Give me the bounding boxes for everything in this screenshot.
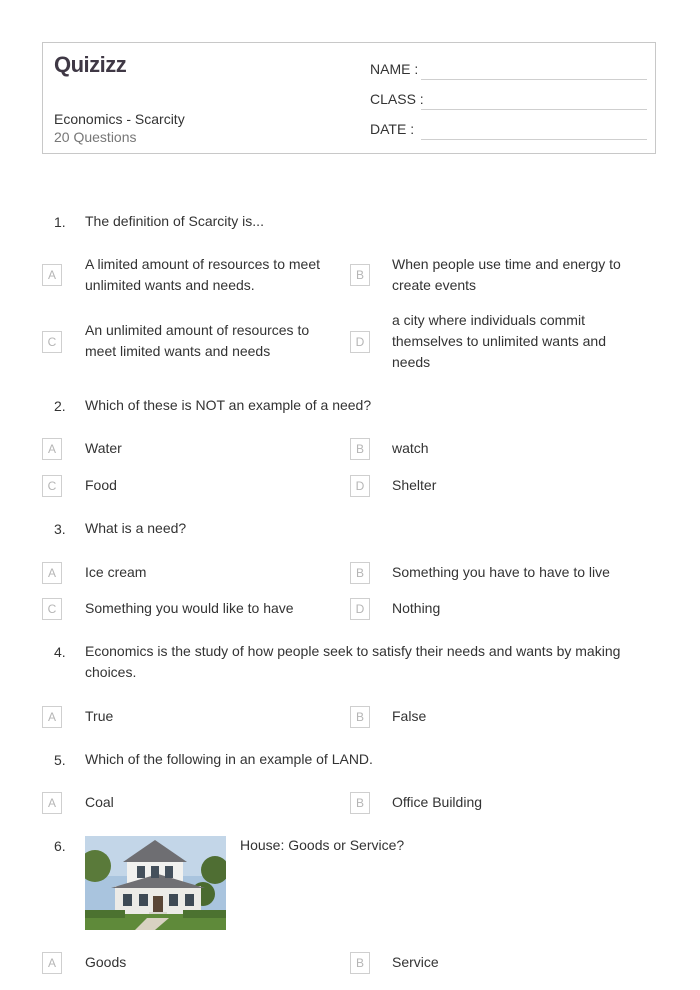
date-label: DATE : xyxy=(370,121,415,137)
option-text: Service xyxy=(392,954,439,970)
question-text: Which of these is NOT an example of a need? xyxy=(85,397,372,413)
question-number: 1. xyxy=(54,214,66,230)
worksheet-header xyxy=(42,42,656,154)
option-letter-box[interactable]: D xyxy=(350,598,370,620)
option-letter-box[interactable]: B xyxy=(350,952,370,974)
name-line[interactable] xyxy=(421,79,647,80)
option-text: Office Building xyxy=(392,794,483,810)
option-letter-box[interactable]: D xyxy=(350,475,370,497)
option-letter-box[interactable]: A xyxy=(42,562,62,584)
option-text: Food xyxy=(85,477,117,493)
class-line[interactable] xyxy=(421,109,647,110)
option-letter-box[interactable]: A xyxy=(42,952,62,974)
option-text: True xyxy=(85,708,114,724)
option-letter-box[interactable]: B xyxy=(350,792,370,814)
option-letter-box[interactable]: A xyxy=(42,264,62,286)
option-letter-box[interactable]: A xyxy=(42,438,62,460)
class-label: CLASS : xyxy=(370,91,424,107)
option-text: Coal xyxy=(85,794,114,810)
option-text: An unlimited amount of resources to meet limited wants and needs xyxy=(85,322,310,359)
name-label: NAME : xyxy=(370,61,419,77)
option-letter-box[interactable]: B xyxy=(350,438,370,460)
option-letter-box[interactable]: C xyxy=(42,475,62,497)
option-text: watch xyxy=(392,440,429,456)
option-letter-box[interactable]: B xyxy=(350,562,370,584)
question-text: Economics is the study of how people seek to satisfy their needs and wants by making choices. xyxy=(85,643,621,680)
question-number: 3. xyxy=(54,521,66,537)
house-photo xyxy=(85,836,226,930)
question-count: 20 Questions xyxy=(54,129,137,145)
question-text: House: Goods or Service? xyxy=(240,837,405,853)
option-text: Something you have to have to live xyxy=(392,564,610,580)
question-number: 2. xyxy=(54,398,66,414)
option-text: Ice cream xyxy=(85,564,147,580)
option-text: a city where individuals commit themselves to unlimited wants and needs xyxy=(392,312,606,370)
option-text: False xyxy=(392,708,427,724)
question-text: Which of the following in an example of LAND. xyxy=(85,751,373,767)
date-line[interactable] xyxy=(421,139,647,140)
option-text: A limited amount of resources to meet unlimited wants and needs. xyxy=(85,256,320,293)
option-text: Something you would like to have xyxy=(85,600,294,616)
question-text: What is a need? xyxy=(85,520,187,536)
option-letter-box[interactable]: B xyxy=(350,706,370,728)
option-letter-box[interactable]: C xyxy=(42,331,62,353)
option-text: Water xyxy=(85,440,122,456)
question-number: 6. xyxy=(54,838,66,854)
question-text: The definition of Scarcity is... xyxy=(85,213,264,229)
option-letter-box[interactable]: A xyxy=(42,792,62,814)
option-letter-box[interactable]: C xyxy=(42,598,62,620)
option-letter-box[interactable]: B xyxy=(350,264,370,286)
question-number: 4. xyxy=(54,644,66,660)
quizizz-logo: Quizizz xyxy=(54,52,127,77)
worksheet-title: Economics - Scarcity xyxy=(54,111,185,127)
question-number: 5. xyxy=(54,752,66,768)
option-text: Nothing xyxy=(392,600,441,616)
option-text: Shelter xyxy=(392,477,437,493)
option-letter-box[interactable]: A xyxy=(42,706,62,728)
option-text: When people use time and energy to create events xyxy=(392,256,621,293)
option-text: Goods xyxy=(85,954,127,970)
option-letter-box[interactable]: D xyxy=(350,331,370,353)
